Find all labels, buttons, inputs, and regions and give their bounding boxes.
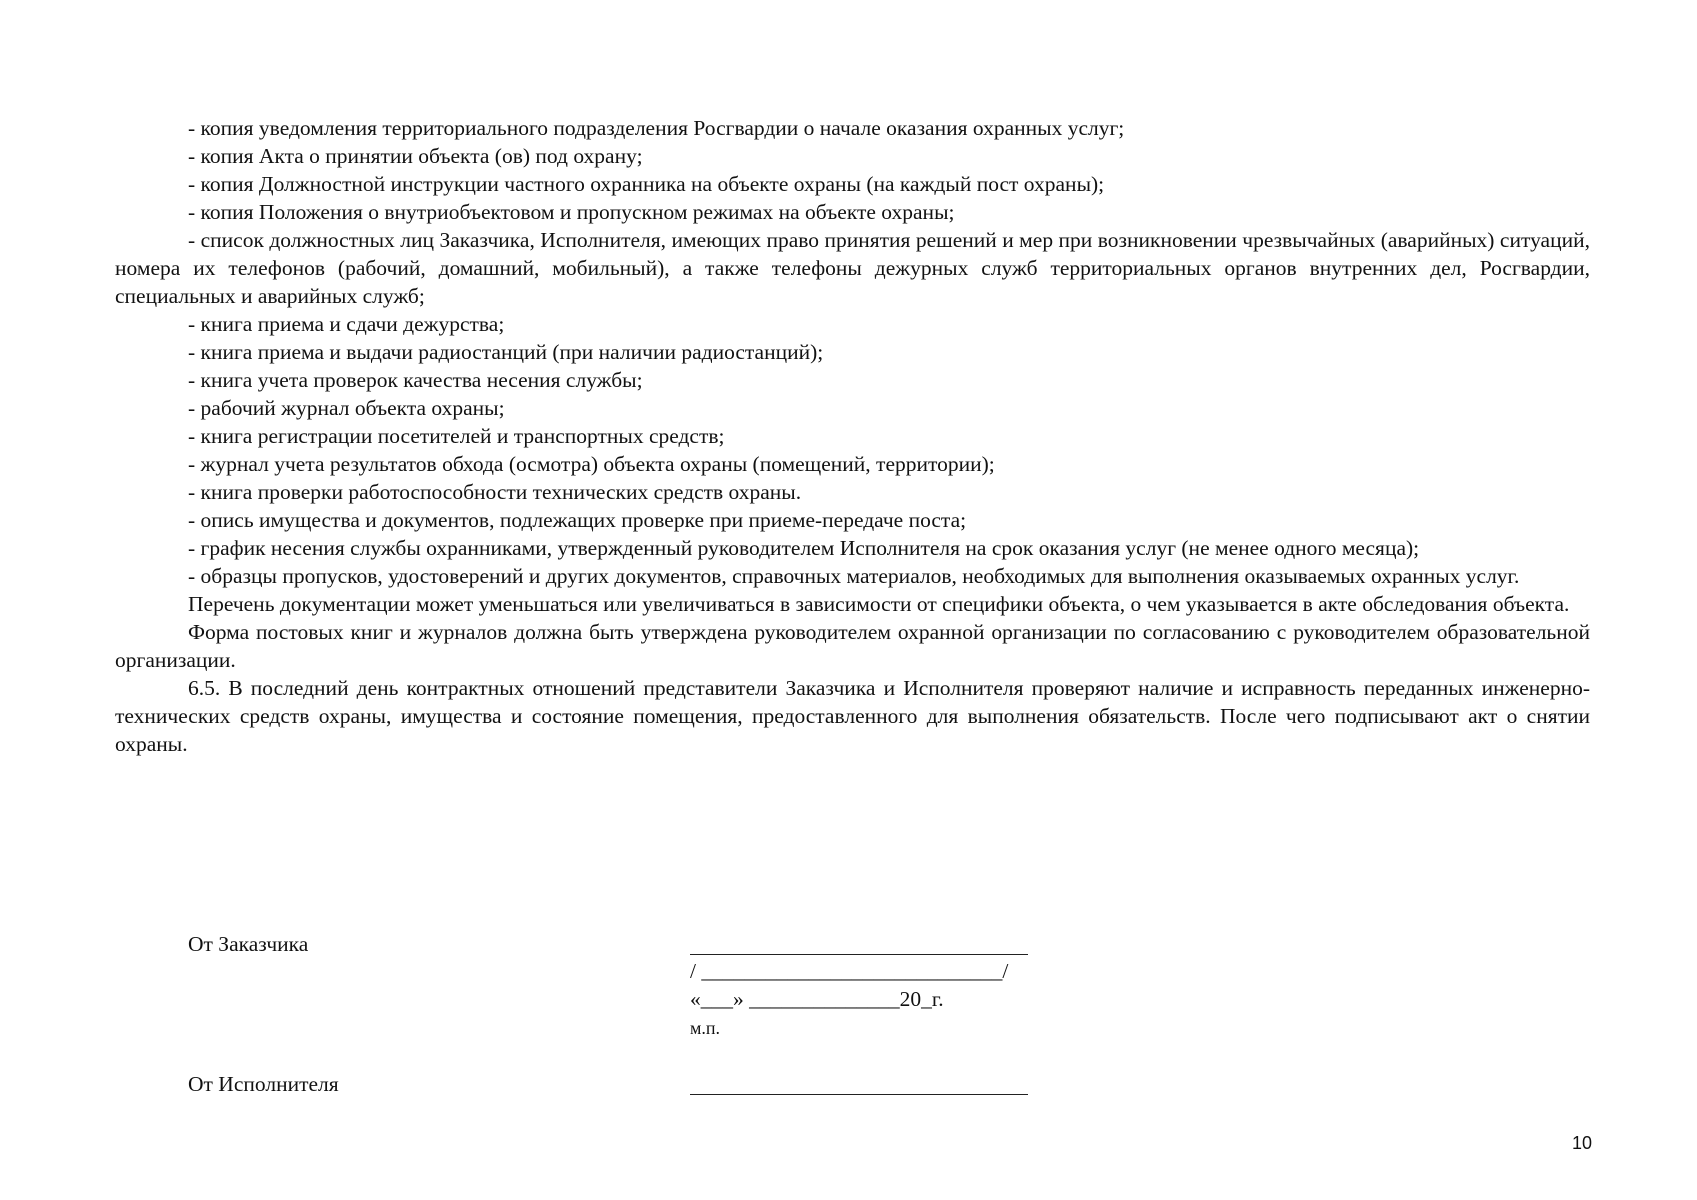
paragraph: 6.5. В последний день контрактных отношений представители Заказчика и Исполнителя проверяют наличие и исправность переданных инженерно-технических средств охраны, имущества и состояние помещения, предоставленного для выполнения обязательств. После чего подписывают акт о снятии охраны. (115, 676, 1590, 756)
paragraph: Форма постовых книг и журналов должна быть утверждена руководителем охранной организации по согласованию с руководителем образовательной организации. (115, 620, 1590, 672)
paragraph: - книга проверки работоспособности технических средств охраны. (188, 480, 802, 504)
paragraph: - книга регистрации посетителей и транспортных средств; (188, 424, 725, 448)
paragraph: - копия Положения о внутриобъектовом и пропускном режимах на объекте охраны; (188, 200, 955, 224)
paragraph: - книга приема и выдачи радиостанций (при наличии радиостанций); (188, 340, 824, 364)
customer-signature-line (690, 954, 1028, 955)
paragraph: - журнал учета результатов обхода (осмотра) объекта охраны (помещений, территории); (188, 452, 995, 476)
paragraph: Перечень документации может уменьшаться или увеличиваться в зависимости от специфики объекта, о чем указывается в акте обследования объекта. (188, 592, 1570, 616)
paragraph: - образцы пропусков, удостоверений и других документов, справочных материалов, необходимых для выполнения оказываемых охранных услуг. (188, 564, 1520, 588)
paragraph: - список должностных лиц Заказчика, Исполнителя, имеющих право принятия решений и мер при возникновении чрезвычайных (аварийных) ситуаций, номера их телефонов (рабочий, домашний, мобильный), а также телефоны дежурных служб территориальных органов внутренних дел, Росгвардии, специальных и аварийных служб; (115, 228, 1590, 308)
paragraph: - опись имущества и документов, подлежащих проверке при приеме-передаче поста; (188, 508, 967, 532)
paragraph: - книга приема и сдачи дежурства; (188, 312, 505, 336)
stamp-label: м.п. (690, 1018, 721, 1038)
paragraph: - копия Акта о принятии объекта (ов) под охрану; (188, 144, 643, 168)
contractor-label: От Исполнителя (188, 1072, 339, 1096)
customer-date-line: «___» ______________20_г. (690, 987, 944, 1011)
paragraph: - рабочий журнал объекта охраны; (188, 396, 505, 420)
paragraph: - книга учета проверок качества несения службы; (188, 368, 643, 392)
paragraph: - копия уведомления территориального подразделения Росгвардии о начале оказания охранных услуг; (188, 116, 1125, 140)
customer-name-line: / ____________________________/ (690, 959, 1009, 983)
contractor-signature-line (690, 1094, 1028, 1095)
paragraph: - график несения службы охранниками, утвержденный руководителем Исполнителя на срок оказания услуг (не менее одного месяца); (188, 536, 1420, 560)
customer-label: От Заказчика (188, 932, 309, 956)
page-number: 10 (1571, 1133, 1592, 1153)
paragraph: - копия Должностной инструкции частного охранника на объекте охраны (на каждый пост охраны); (188, 172, 1105, 196)
